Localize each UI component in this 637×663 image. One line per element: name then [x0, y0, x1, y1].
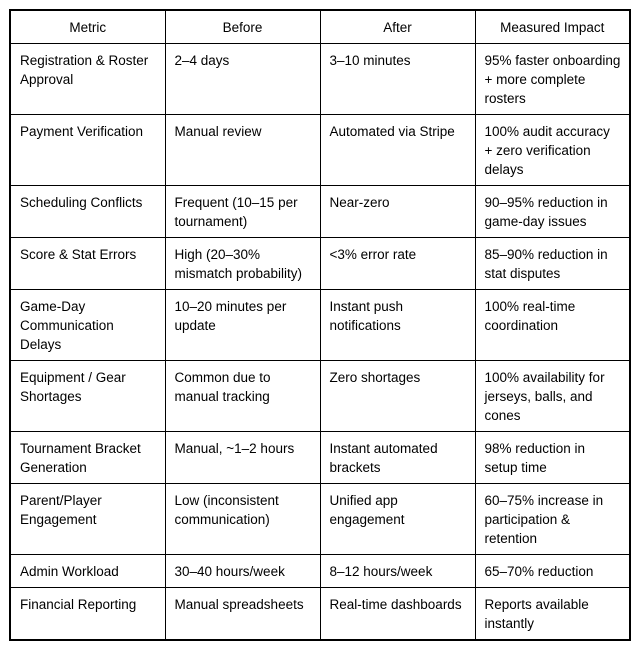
table-row-game-day-communication-delays: [10, 290, 630, 361]
cell-before: High (20–30% mismatch probability): [165, 238, 320, 290]
cell-before: Low (inconsistent communication): [165, 484, 320, 555]
table-row-financial-reporting: [10, 588, 630, 641]
column-header-measured-impact: Measured Impact: [475, 10, 630, 44]
cell-metric: Registration & Roster Approval: [10, 44, 165, 115]
column-header-before: Before: [165, 10, 320, 44]
table-row-tournament-bracket-generation: [10, 432, 630, 484]
cell-metric: Financial Reporting: [10, 588, 165, 641]
cell-before: Manual spreadsheets: [165, 588, 320, 641]
cell-before: 30–40 hours/week: [165, 555, 320, 588]
cell-after: Near-zero: [320, 186, 475, 238]
column-header-metric: Metric: [10, 10, 165, 44]
cell-before: Manual, ~1–2 hours: [165, 432, 320, 484]
cell-after: Zero shortages: [320, 361, 475, 432]
cell-metric: Tournament Bracket Generation: [10, 432, 165, 484]
cell-metric: Scheduling Conflicts: [10, 186, 165, 238]
cell-measured-impact: 90–95% reduction in game-day issues: [475, 186, 630, 238]
cell-after: Instant automated brackets: [320, 432, 475, 484]
cell-after: Instant push notifications: [320, 290, 475, 361]
cell-after: Unified app engagement: [320, 484, 475, 555]
table-row-parent-player-engagement: [10, 484, 630, 555]
cell-metric: Admin Workload: [10, 555, 165, 588]
cell-measured-impact: 95% faster onboarding + more complete rosters: [475, 44, 630, 115]
cell-metric: Payment Verification: [10, 115, 165, 186]
cell-before: 2–4 days: [165, 44, 320, 115]
cell-after: <3% error rate: [320, 238, 475, 290]
cell-metric: Score & Stat Errors: [10, 238, 165, 290]
cell-before: Manual review: [165, 115, 320, 186]
cell-metric: Parent/Player Engagement: [10, 484, 165, 555]
cell-metric: Game-Day Communication Delays: [10, 290, 165, 361]
cell-measured-impact: 60–75% increase in participation & retention: [475, 484, 630, 555]
cell-measured-impact: 98% reduction in setup time: [475, 432, 630, 484]
cell-metric: Equipment / Gear Shortages: [10, 361, 165, 432]
cell-before: 10–20 minutes per update: [165, 290, 320, 361]
table-row-registration-roster-approval: [10, 44, 630, 115]
cell-after: Automated via Stripe: [320, 115, 475, 186]
table-row-payment-verification: [10, 115, 630, 186]
cell-measured-impact: 100% availability for jerseys, balls, and cones: [475, 361, 630, 432]
cell-after: 8–12 hours/week: [320, 555, 475, 588]
cell-measured-impact: Reports available instantly: [475, 588, 630, 641]
cell-before: Common due to manual tracking: [165, 361, 320, 432]
column-header-after: After: [320, 10, 475, 44]
before-after-impact-table: [9, 9, 631, 641]
cell-measured-impact: 65–70% reduction: [475, 555, 630, 588]
cell-after: Real-time dashboards: [320, 588, 475, 641]
table-row-equipment-gear-shortages: [10, 361, 630, 432]
table-header-row: [10, 10, 630, 44]
table-row-admin-workload: [10, 555, 630, 588]
cell-after: 3–10 minutes: [320, 44, 475, 115]
cell-measured-impact: 85–90% reduction in stat disputes: [475, 238, 630, 290]
table-row-scheduling-conflicts: [10, 186, 630, 238]
table-row-score-stat-errors: [10, 238, 630, 290]
cell-measured-impact: 100% real-time coordination: [475, 290, 630, 361]
cell-measured-impact: 100% audit accuracy + zero verification delays: [475, 115, 630, 186]
cell-before: Frequent (10–15 per tournament): [165, 186, 320, 238]
